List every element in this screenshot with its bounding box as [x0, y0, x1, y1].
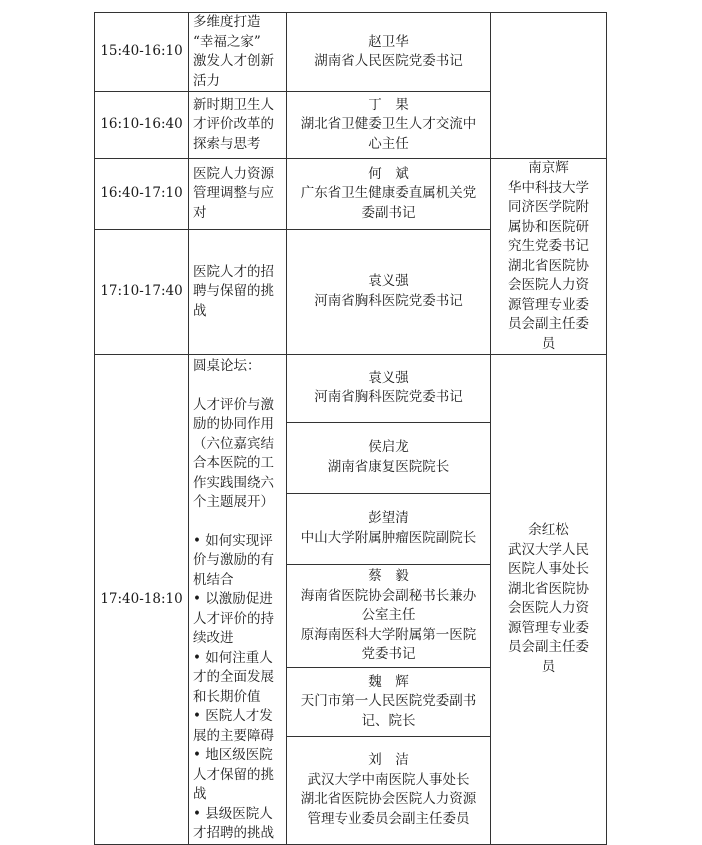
host-title: 医院人事处长 — [508, 561, 589, 578]
host-title: 员 — [541, 658, 556, 675]
speaker-name: 彭望清 — [368, 510, 409, 527]
host-cell-empty — [491, 13, 607, 159]
time-cell: 15:40-16:10 — [95, 13, 189, 92]
bullet-line: 人才保留的挑 — [193, 766, 274, 783]
host-title: 湖北省医院协 — [508, 257, 589, 274]
topic-line: 人才评价与激 — [193, 396, 274, 413]
speaker-cell — [287, 565, 491, 668]
speaker-title: 广东省卫生健康委直属机关党 — [300, 185, 477, 201]
table-row — [95, 13, 607, 92]
speaker-name: 袁义强 — [368, 369, 409, 386]
bullet-line: 和长期价值 — [193, 688, 261, 705]
host-cell — [491, 355, 607, 845]
topic-cell — [189, 229, 287, 354]
topic-line: 战 — [193, 302, 207, 319]
host-title: 湖北省医院协 — [508, 580, 589, 597]
speaker-name: 侯启龙 — [368, 439, 409, 456]
time-cell: 16:40-17:10 — [95, 159, 189, 230]
speaker-cell — [287, 736, 491, 844]
time-cell: 16:10-16:40 — [95, 92, 189, 159]
roundtable-label: 圆桌论坛： — [193, 358, 261, 374]
spacer — [193, 377, 282, 396]
topic-line: 医院人才的招 — [193, 263, 274, 280]
agenda-table — [94, 12, 607, 845]
speaker-name: 蔡 毅 — [368, 568, 409, 585]
speaker-title: 天门市第一人民医院党委副书 — [300, 693, 477, 710]
host-name: 南京辉 — [528, 160, 569, 176]
speaker-title: 记、院长 — [361, 712, 416, 729]
speaker-cell — [287, 667, 491, 736]
speaker-cell — [287, 13, 491, 92]
topic-cell — [189, 13, 287, 92]
bullet-line: 价与激励的有 — [193, 552, 274, 568]
host-title: 会医院人力资 — [508, 600, 589, 617]
bullet-line: 续改进 — [193, 630, 234, 646]
speaker-cell — [287, 493, 491, 564]
speaker-cell — [287, 355, 491, 423]
speaker-name: 何 斌 — [368, 165, 409, 182]
roundtable-topic-cell — [189, 355, 287, 845]
table-row — [95, 159, 607, 230]
host-title: 源管理专业委 — [508, 619, 589, 636]
speaker-name: 魏 辉 — [368, 673, 409, 690]
bullet-line: • 如何实现评 — [193, 532, 273, 549]
speaker-name: 丁 果 — [368, 96, 409, 113]
speaker-title: 管理专业委员会副主任委员 — [307, 810, 470, 827]
topic-line: “幸福之家” — [193, 33, 261, 50]
bullet-line: • 以激励促进 — [193, 591, 273, 607]
topic-line: 作实践围绕六 — [193, 474, 274, 491]
bullet-line: • 县级医院人 — [193, 805, 273, 822]
speaker-title: 湖北省医院协会医院人力资源 — [300, 791, 477, 808]
speaker-title: 河南省胸科医院党委书记 — [314, 292, 463, 309]
host-title: 员会副主任委 — [508, 316, 589, 332]
topic-line: 励的协同作用 — [193, 416, 274, 432]
speaker-cell — [287, 92, 491, 159]
speaker-title: 河南省胸科医院党委书记 — [314, 389, 463, 406]
bullet-line: • 医院人才发 — [193, 708, 273, 724]
bullet-line: 才招聘的挑战 — [193, 825, 274, 841]
host-title: 武汉大学人民 — [508, 541, 589, 558]
topic-line: 合本医院的工 — [193, 455, 274, 471]
topic-cell — [189, 159, 287, 230]
topic-line: 才评价改革的 — [193, 116, 274, 133]
speaker-name: 赵卫华 — [368, 33, 409, 50]
table-row — [95, 355, 607, 423]
speaker-name: 袁义强 — [368, 273, 409, 290]
topic-line: 聘与保留的挑 — [193, 283, 274, 299]
speaker-cell — [287, 159, 491, 230]
speaker-title: 委副书记 — [361, 204, 416, 221]
bullet-line: 人才评价的持 — [193, 610, 274, 627]
time-cell: 17:40-18:10 — [95, 355, 189, 845]
speaker-title: 湖南省康复医院院长 — [327, 458, 450, 475]
topic-line: 多维度打造 — [193, 14, 261, 30]
topic-line: 个主题展开） — [193, 494, 274, 510]
host-title: 员会副主任委 — [508, 639, 589, 656]
bullet-line: 才的全面发展 — [193, 669, 274, 685]
bullet-line: • 如何注重人 — [193, 649, 273, 666]
bullet-line: 展的主要障碍 — [193, 727, 274, 744]
speaker-title: 武汉大学中南医院人事处长 — [307, 771, 470, 788]
host-cell — [491, 159, 607, 355]
topic-line: 管理调整与应 — [193, 185, 274, 201]
time-cell: 17:10-17:40 — [95, 229, 189, 354]
speaker-name: 刘 洁 — [368, 752, 409, 769]
topic-line: 新时期卫生人 — [193, 96, 274, 113]
topic-line: 活力 — [193, 72, 220, 89]
bullet-line: 战 — [193, 786, 207, 802]
speaker-title: 中山大学附属肿瘤医院副院长 — [300, 529, 477, 546]
speaker-title: 湖南省人民医院党委书记 — [314, 53, 463, 69]
spacer — [193, 513, 282, 532]
host-title: 会医院人力资 — [508, 277, 589, 293]
host-title: 究生党委书记 — [508, 238, 589, 254]
speaker-title: 心主任 — [368, 135, 409, 152]
topic-line: 激发人才创新 — [193, 53, 274, 69]
host-title: 员 — [541, 335, 556, 352]
speaker-title: 党委书记 — [361, 646, 416, 663]
speaker-cell — [287, 229, 491, 354]
host-name: 余红松 — [528, 522, 569, 539]
host-title: 源管理专业委 — [508, 296, 589, 313]
host-title: 属协和医院研 — [508, 218, 589, 235]
bullet-line: • 地区级医院 — [193, 747, 273, 763]
host-title: 同济医学院附 — [508, 199, 589, 215]
bullet-line: 机结合 — [193, 571, 234, 588]
speaker-title: 湖北省卫健委卫生人才交流中 — [300, 116, 477, 133]
topic-cell — [189, 92, 287, 159]
host-title: 华中科技大学 — [508, 179, 589, 196]
speaker-title: 海南省医院协会副秘书长兼办 — [300, 587, 477, 604]
speaker-cell — [287, 422, 491, 493]
topic-line: （六位嘉宾结 — [193, 435, 274, 452]
topic-line: 医院人力资源 — [193, 165, 274, 182]
speaker-title: 公室主任 — [361, 607, 416, 624]
speaker-title: 原海南医科大学附属第一医院 — [300, 626, 477, 643]
topic-line: 探索与思考 — [193, 135, 261, 152]
topic-line: 对 — [193, 204, 207, 221]
